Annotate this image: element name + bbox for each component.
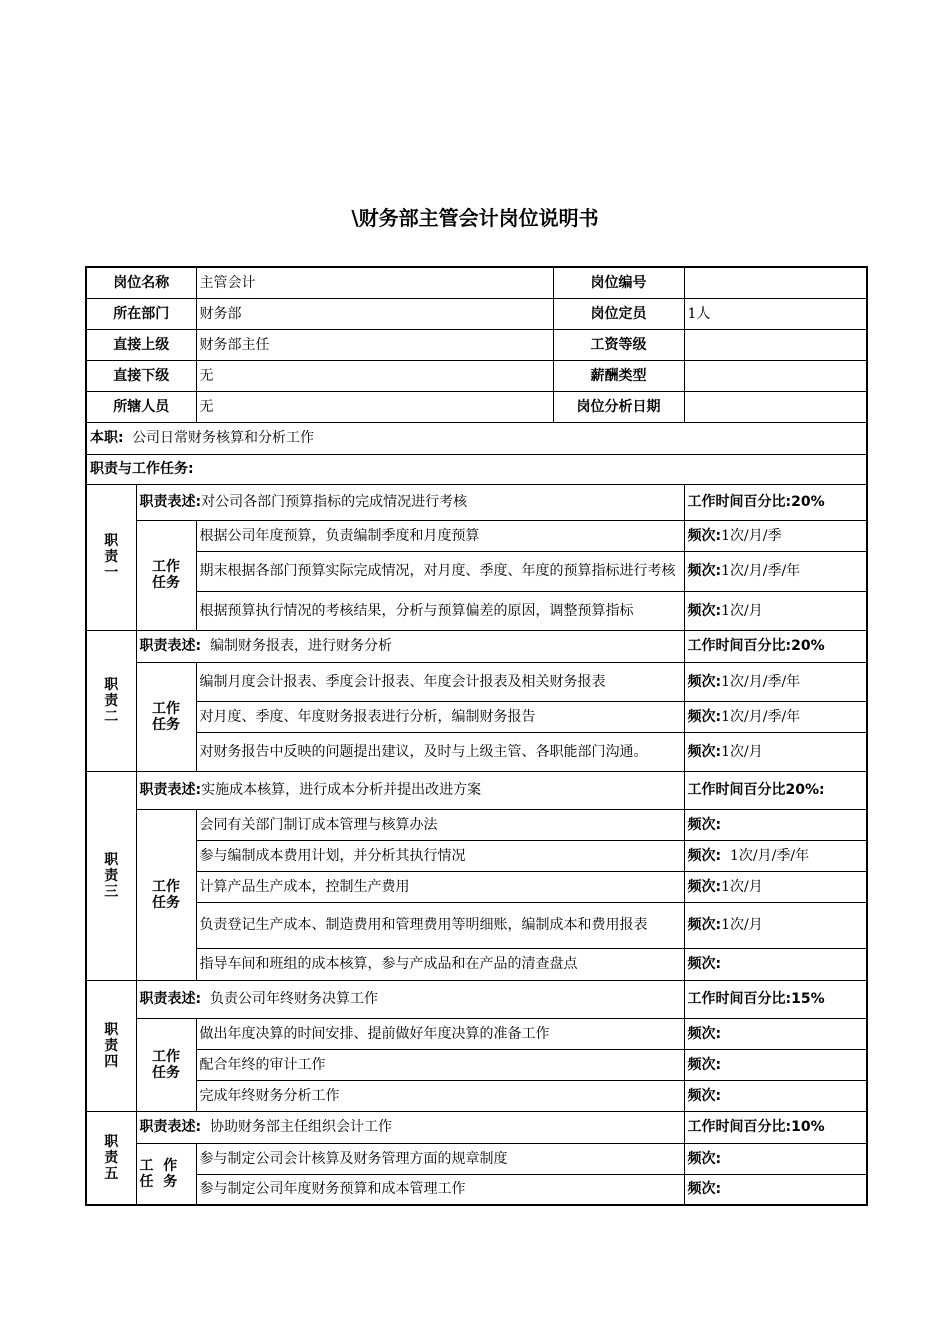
core-row xyxy=(86,422,867,454)
task-text: 做出年度决算的时间安排、提前做好年度决算的准备工作 xyxy=(196,1018,684,1049)
task-frequency xyxy=(684,1174,867,1205)
frequency-value: 1次/月 xyxy=(721,917,763,933)
frequency-label: 频次: xyxy=(687,816,722,833)
frequency-label: 频次: xyxy=(687,1056,722,1073)
duty-time-percent: 工作时间百分比:20% xyxy=(684,484,867,520)
frequency-value: 1次/月 xyxy=(721,878,763,895)
info-value xyxy=(684,360,867,391)
frequency-label: 频次: xyxy=(687,917,722,933)
task-frequency xyxy=(684,520,867,551)
task-text: 会同有关部门制订成本管理与核算办法 xyxy=(196,809,684,840)
task-frequency xyxy=(684,948,867,980)
core-cell xyxy=(86,422,867,454)
task-text: 对财务报告中反映的问题提出建议，及时与上级主管、各职能部门沟通。 xyxy=(196,732,684,771)
duty-time-percent: 工作时间百分比:10% xyxy=(684,1111,867,1143)
info-value xyxy=(684,329,867,360)
task-row xyxy=(86,1143,867,1174)
task-frequency xyxy=(684,551,867,591)
task-text: 计算产品生产成本，控制生产费用 xyxy=(196,871,684,902)
frequency-label: 频次: xyxy=(687,1025,722,1042)
duty-desc-cell xyxy=(136,630,684,662)
duty-label: 职 责 三 xyxy=(86,771,136,980)
task-row xyxy=(86,840,867,871)
task-row xyxy=(86,662,867,701)
task-row xyxy=(86,1018,867,1049)
info-value xyxy=(684,267,867,298)
task-label: 工作 任务 xyxy=(136,662,196,771)
frequency-label: 频次: xyxy=(687,1181,722,1198)
duty-label: 职 责 二 xyxy=(86,630,136,771)
frequency-label: 频次: xyxy=(687,563,722,579)
info-value: 1人 xyxy=(684,298,867,329)
duty-label: 职 责 一 xyxy=(86,484,136,630)
task-frequency xyxy=(684,1018,867,1049)
task-frequency xyxy=(684,662,867,701)
page-title: \财务部主管会计岗位说明书 xyxy=(351,206,599,230)
duty-desc-row xyxy=(86,484,867,520)
info-row xyxy=(86,267,867,298)
frequency-label: 频次: xyxy=(687,878,722,895)
task-frequency xyxy=(684,701,867,732)
info-label: 岗位定员 xyxy=(553,298,684,329)
info-label: 直接上级 xyxy=(86,329,196,360)
duty-desc-label: 职责表述: xyxy=(139,638,202,654)
task-frequency xyxy=(684,809,867,840)
duty-desc-label: 职责表述: xyxy=(139,494,202,510)
duty-desc-text: 对公司各部门预算指标的完成情况进行考核 xyxy=(201,494,468,510)
core-text: 公司日常财务核算和分析工作 xyxy=(132,430,315,446)
task-frequency xyxy=(684,732,867,771)
duty-desc-row xyxy=(86,630,867,662)
info-label: 岗位编号 xyxy=(553,267,684,298)
duty-label: 职 责 五 xyxy=(86,1111,136,1205)
task-frequency xyxy=(684,1143,867,1174)
info-row xyxy=(86,329,867,360)
task-label: 工作 任务 xyxy=(136,520,196,630)
task-text: 参与编制成本费用计划，并分析其执行情况 xyxy=(196,840,684,871)
task-text: 对月度、季度、年度财务报表进行分析，编制财务报告 xyxy=(196,701,684,732)
duty-desc-cell xyxy=(136,980,684,1018)
task-frequency xyxy=(684,1080,867,1111)
task-frequency xyxy=(684,840,867,871)
task-text: 期末根据各部门预算实际完成情况，对月度、季度、年度的预算指标进行考核 xyxy=(196,551,684,591)
task-row xyxy=(86,871,867,902)
task-text: 指导车间和班组的成本核算，参与产成品和在产品的清查盘点 xyxy=(196,948,684,980)
task-text: 参与制定公司会计核算及财务管理方面的规章制度 xyxy=(196,1143,684,1174)
task-text: 根据预算执行情况的考核结果，分析与预算偏差的原因，调整预算指标 xyxy=(196,591,684,630)
info-label: 岗位分析日期 xyxy=(553,391,684,422)
task-row xyxy=(86,732,867,771)
duty-desc-cell xyxy=(136,771,684,809)
info-value: 主管会计 xyxy=(196,267,553,298)
task-label: 工 作 任 务 xyxy=(136,1143,196,1205)
duty-desc-text: 负责公司年终财务决算工作 xyxy=(201,991,379,1007)
duties-header-row xyxy=(86,454,867,484)
task-frequency xyxy=(684,1049,867,1080)
task-text: 根据公司年度预算，负责编制季度和月度预算 xyxy=(196,520,684,551)
task-text: 完成年终财务分析工作 xyxy=(196,1080,684,1111)
task-row xyxy=(86,902,867,948)
task-text: 配合年终的审计工作 xyxy=(196,1049,684,1080)
duty-desc-row xyxy=(86,980,867,1018)
frequency-value: 1次/月/季/年 xyxy=(721,563,801,579)
duty-desc-text: 实施成本核算，进行成本分析并提出改进方案 xyxy=(201,782,482,798)
task-frequency xyxy=(684,871,867,902)
frequency-label: 频次: xyxy=(687,527,722,544)
duty-desc-text: 协助财务部主任组织会计工作 xyxy=(201,1119,393,1135)
duty-desc-label: 职责表述: xyxy=(139,1119,202,1135)
info-label: 工资等级 xyxy=(553,329,684,360)
duty-time-percent: 工作时间百分比:20% xyxy=(684,630,867,662)
frequency-label: 频次: xyxy=(687,847,722,864)
frequency-label: 频次: xyxy=(687,1150,722,1167)
task-frequency xyxy=(684,591,867,630)
frequency-value: 1次/月/季 xyxy=(721,527,782,544)
info-value: 无 xyxy=(196,391,553,422)
task-text: 编制月度会计报表、季度会计报表、年度会计报表及相关财务报表 xyxy=(196,662,684,701)
frequency-value: 1次/月/季/年 xyxy=(721,673,801,690)
task-row xyxy=(86,551,867,591)
frequency-value: 1次/月/季/年 xyxy=(721,847,810,864)
duty-desc-text: 编制财务报表，进行财务分析 xyxy=(201,638,393,654)
frequency-label: 频次: xyxy=(687,708,722,725)
duty-time-percent: 工作时间百分比20%: xyxy=(684,771,867,809)
duty-desc-row xyxy=(86,771,867,809)
info-value: 财务部主任 xyxy=(196,329,553,360)
info-row xyxy=(86,298,867,329)
duty-desc-label: 职责表述: xyxy=(139,991,202,1007)
duty-desc-row xyxy=(86,1111,867,1143)
task-row xyxy=(86,1080,867,1111)
info-label: 薪酬类型 xyxy=(553,360,684,391)
task-row xyxy=(86,1174,867,1205)
task-label: 工作 任务 xyxy=(136,809,196,980)
frequency-value: 1次/月/季/年 xyxy=(721,708,801,725)
task-row xyxy=(86,591,867,630)
task-text: 参与制定公司年度财务预算和成本管理工作 xyxy=(196,1174,684,1205)
frequency-label: 频次: xyxy=(687,956,722,972)
duties-header: 职责与工作任务: xyxy=(86,454,867,484)
duty-label: 职 责 四 xyxy=(86,980,136,1111)
duty-desc-cell xyxy=(136,484,684,520)
core-label: 本职: xyxy=(90,430,124,446)
task-frequency xyxy=(684,902,867,948)
info-value: 财务部 xyxy=(196,298,553,329)
frequency-label: 频次: xyxy=(687,602,722,619)
info-label: 所在部门 xyxy=(86,298,196,329)
duty-time-percent: 工作时间百分比:15% xyxy=(684,980,867,1018)
task-row xyxy=(86,809,867,840)
task-row xyxy=(86,948,867,980)
frequency-label: 频次: xyxy=(687,1087,722,1104)
info-value xyxy=(684,391,867,422)
task-label: 工作 任务 xyxy=(136,1018,196,1111)
info-label: 岗位名称 xyxy=(86,267,196,298)
task-row xyxy=(86,520,867,551)
task-text: 负责登记生产成本、制造费用和管理费用等明细账，编制成本和费用报表 xyxy=(196,902,684,948)
info-row xyxy=(86,360,867,391)
task-row xyxy=(86,701,867,732)
frequency-label: 频次: xyxy=(687,673,722,690)
task-row xyxy=(86,1049,867,1080)
duty-desc-label: 职责表述: xyxy=(139,782,202,798)
frequency-value: 1次/月 xyxy=(721,743,763,760)
info-label: 所辖人员 xyxy=(86,391,196,422)
info-row xyxy=(86,391,867,422)
frequency-value: 1次/月 xyxy=(721,602,763,619)
frequency-label: 频次: xyxy=(687,743,722,760)
job-description-table xyxy=(85,266,868,1206)
info-value: 无 xyxy=(196,360,553,391)
duty-desc-cell xyxy=(136,1111,684,1143)
info-label: 直接下级 xyxy=(86,360,196,391)
